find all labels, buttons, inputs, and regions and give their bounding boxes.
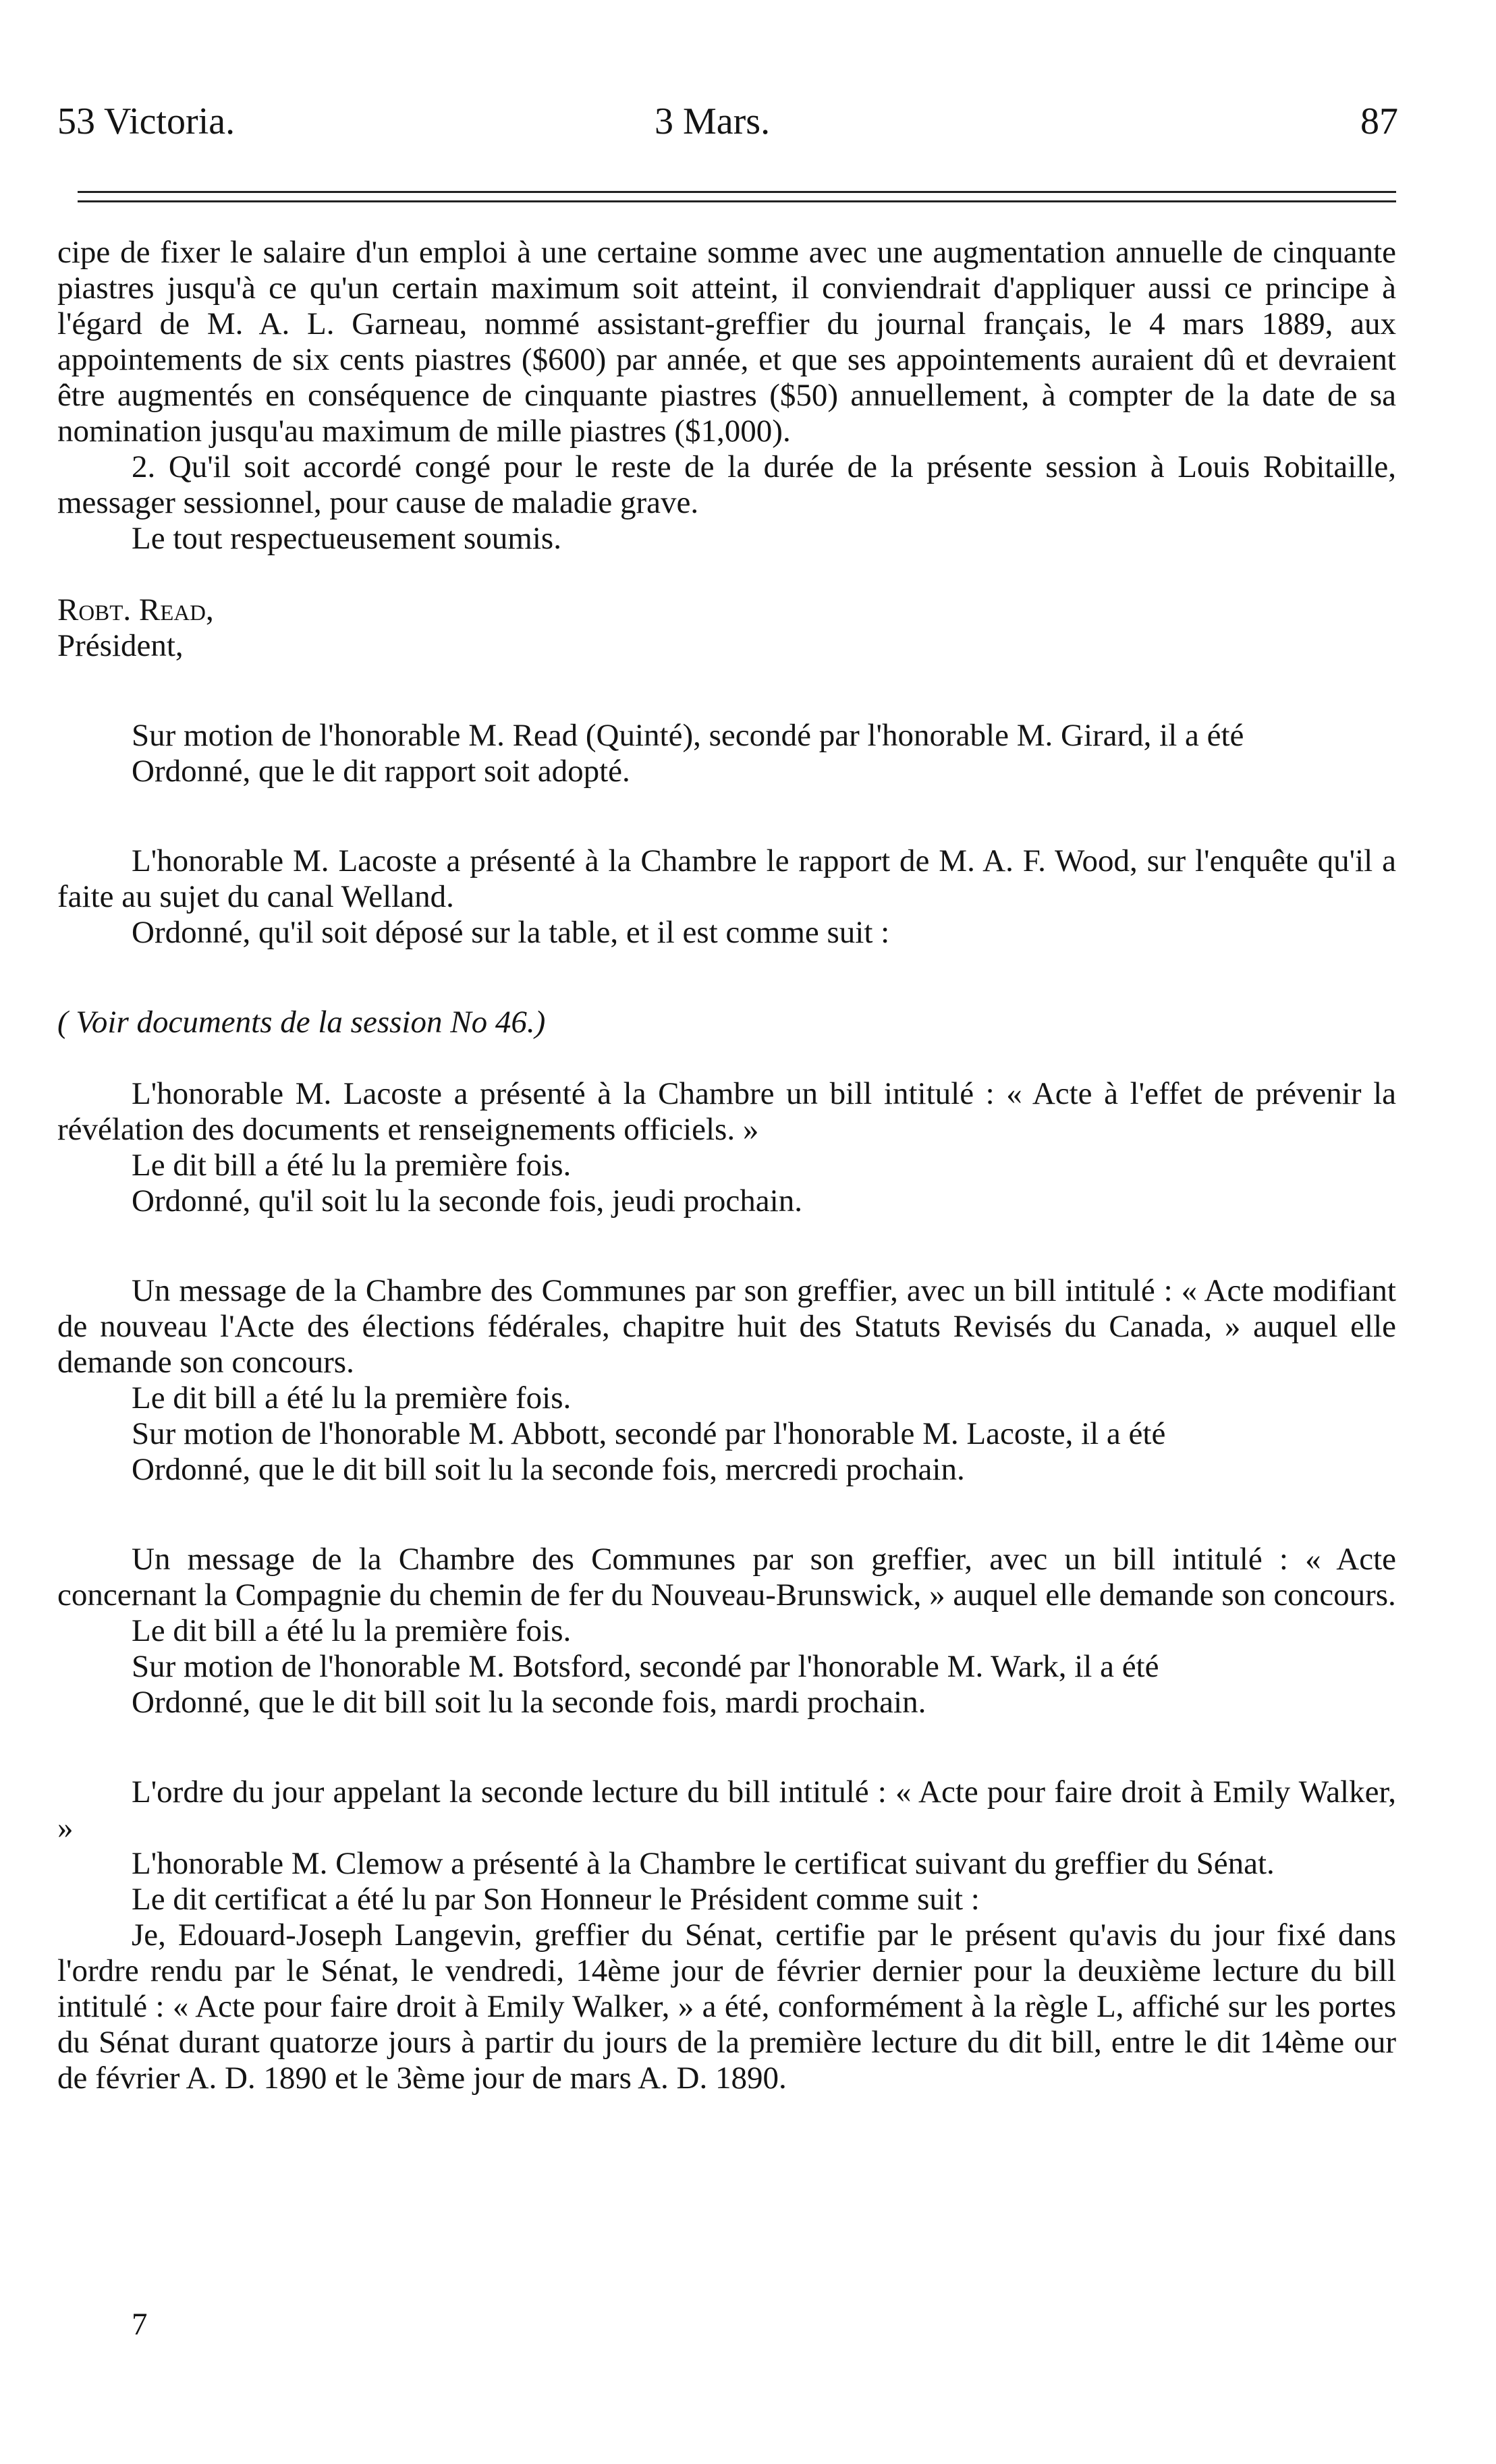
page-number: 87	[1360, 101, 1398, 142]
signature-name: Robt. Read,	[57, 592, 214, 627]
signature-title: Président,	[57, 628, 184, 663]
paragraph: Le tout respectueusement soumis.	[132, 521, 561, 556]
paragraph: Ordonné, que le dit bill soit lu la seconde fois, mardi prochain.	[132, 1685, 926, 1720]
header-rule-top	[78, 191, 1396, 193]
document-reference: ( Voir documents de la session No 46.)	[57, 1005, 546, 1040]
paragraph: Un message de la Chambre des Communes par son greffier, avec un bill intitulé : « Acte concernant la Compagnie du chemin de fer du Nouveau-Brunswick, » auquel elle demande son concours.	[57, 1542, 1396, 1613]
paragraph: Le dit bill a été lu la première fois.	[132, 1613, 572, 1648]
paragraph: Sur motion de l'honorable M. Botsford, secondé par l'honorable M. Wark, il a été	[132, 1649, 1159, 1684]
header-date: 3 Mars.	[655, 101, 771, 142]
paragraph: L'honorable M. Lacoste a présenté à la Chambre le rapport de M. A. F. Wood, sur l'enquête qu'il a faite au sujet du canal Welland.	[57, 843, 1396, 914]
paragraph: Le dit bill a été lu la première fois.	[132, 1148, 572, 1183]
paragraph: L'ordre du jour appelant la seconde lecture du bill intitulé : « Acte pour faire droit à Emily Walker, »	[57, 1774, 1396, 1845]
paragraph: Le dit certificat a été lu par Son Honneur le Président comme suit :	[132, 1882, 980, 1917]
paragraph: Ordonné, que le dit bill soit lu la seconde fois, mercredi prochain.	[132, 1452, 965, 1487]
paragraph: Je, Edouard-Joseph Langevin, greffier du Sénat, certifie par le présent qu'avis du jour fixé dans l'ordre rendu par le Sénat, le vendredi, 14ème jour de février dernier pour la deuxième lecture du bill intitulé : « Acte pour faire droit à Emily Walker, » a été, conformément à la règle L, affiché sur les portes du Sénat durant quatorze jours à partir du jours de la première lecture du dit bill, entre le dit 14ème our de février A. D. 1890 et le 3ème jour de mars A. D. 1890.	[57, 1917, 1396, 2096]
paragraph: 2. Qu'il soit accordé congé pour le reste de la durée de la présente session à Louis Robitaille, messager sessionnel, pour cause de maladie grave.	[57, 449, 1396, 520]
running-header	[57, 100, 1398, 154]
paragraph: Sur motion de l'honorable M. Read (Quinté), secondé par l'honorable M. Girard, il a été	[132, 718, 1244, 753]
header-volume: 53 Victoria.	[57, 101, 236, 142]
paragraph: Un message de la Chambre des Communes par son greffier, avec un bill intitulé : « Acte modifiant de nouveau l'Acte des élections fédérales, chapitre huit des Statuts Revisés du Canada, » auquel elle demande son concours.	[57, 1273, 1396, 1380]
paragraph: Ordonné, que le dit rapport soit adopté.	[132, 754, 630, 789]
paragraph: L'honorable M. Clemow a présenté à la Chambre le certificat suivant du greffier du Sénat.	[132, 1846, 1275, 1881]
page-body	[57, 235, 1396, 2096]
paragraph: cipe de fixer le salaire d'un emploi à une certaine somme avec une augmentation annuelle de cinquante piastres jusqu'à ce qu'un certain maximum soit atteint, il conviendrait d'appliquer aussi ce principe à l'égard de M. A. L. Garneau, nommé assistant-greffier du journal français, le 4 mars 1889, aux appointements de six cents piastres ($600) par année, et que ses appointements auraient dû et devraient être augmentés en conséquence de cinquante piastres ($50) annuellement, à compter de la date de sa nomination jusqu'au maximum de mille piastres ($1,000).	[57, 235, 1396, 449]
paragraph: Ordonné, qu'il soit lu la seconde fois, jeudi prochain.	[132, 1183, 802, 1219]
signature-mark: 7	[132, 2307, 148, 2342]
paragraph: Le dit bill a été lu la première fois.	[132, 1380, 572, 1416]
paragraph: Ordonné, qu'il soit déposé sur la table, et il est comme suit :	[132, 915, 890, 950]
header-rule-bottom	[78, 200, 1396, 202]
paragraph: L'honorable M. Lacoste a présenté à la Chambre un bill intitulé : « Acte à l'effet de prévenir la révélation des documents et renseignements officiels. »	[57, 1076, 1396, 1147]
paragraph: Sur motion de l'honorable M. Abbott, secondé par l'honorable M. Lacoste, il a été	[132, 1416, 1166, 1451]
